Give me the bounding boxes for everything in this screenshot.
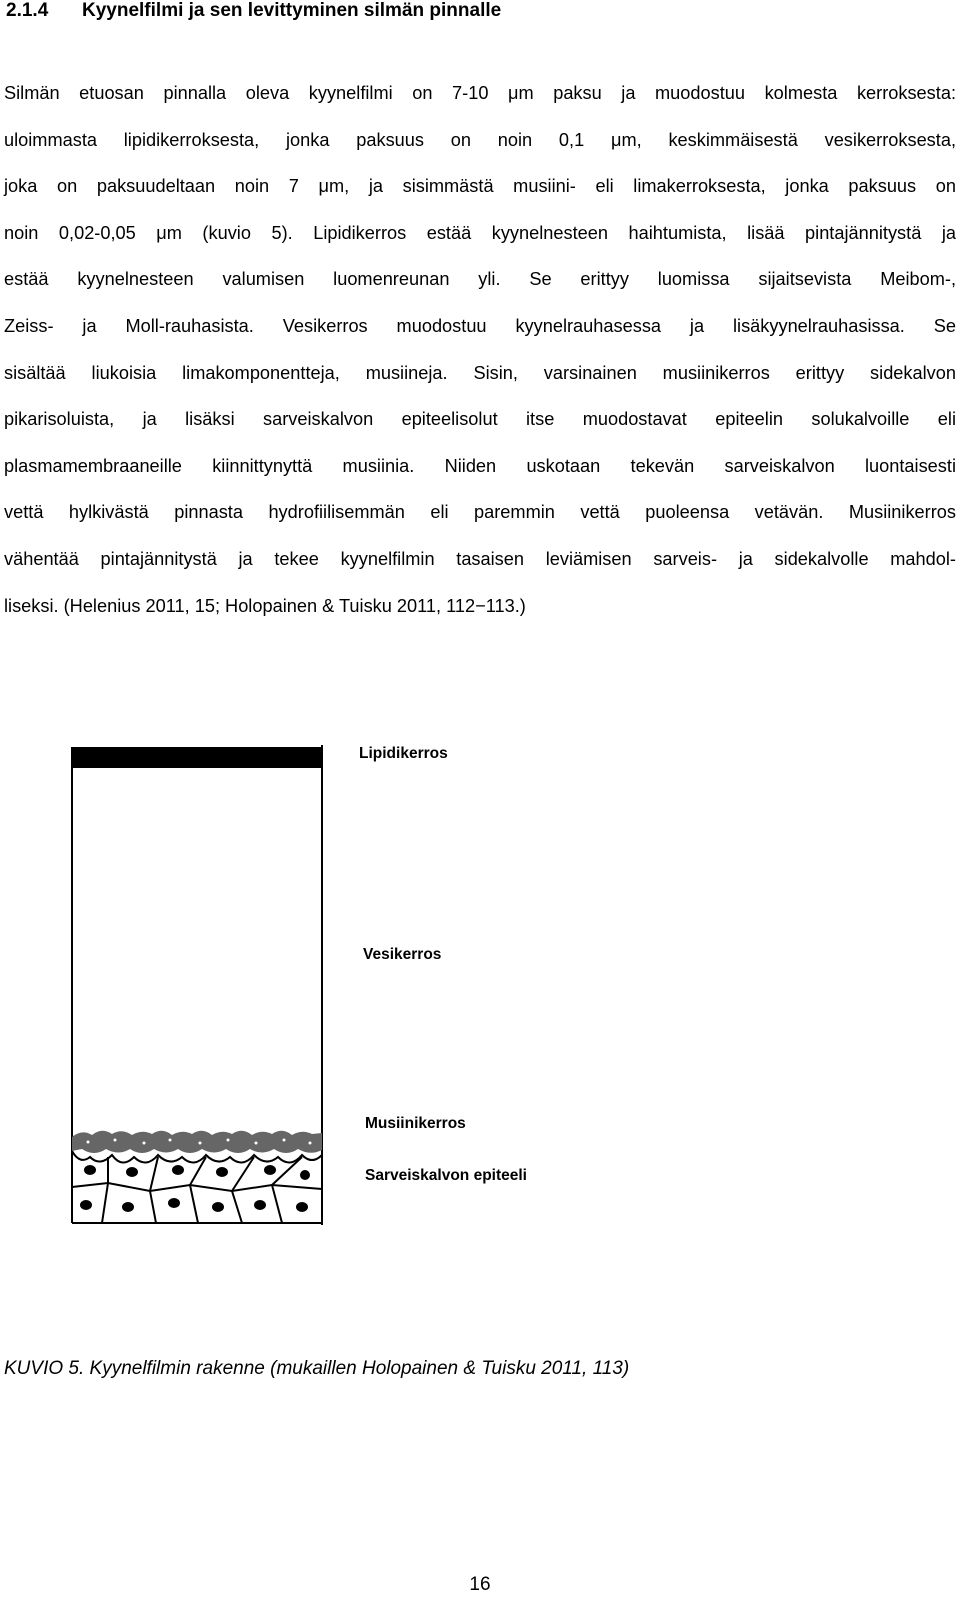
lipid-layer <box>71 747 323 768</box>
paragraph-line: sisältää liukoisia limakomponentteja, musiineja. Sisin, varsinainen musiinikerros erittyy sidekalvon <box>4 362 956 383</box>
body-paragraph <box>4 70 956 629</box>
section-heading <box>6 0 501 22</box>
section-title: Kyynelfilmi ja sen levittyminen silmän pinnalle <box>82 0 502 21</box>
paragraph-line: pikarisoluista, ja lisäksi sarveiskalvon epiteelisolut itse muodostavat epiteelin solukalvoille eli <box>4 409 956 430</box>
paragraph-line: joka on paksuudeltaan noin 7 μm, ja sisimmästä musiini- eli limakerroksesta, jonka paksuus on <box>4 176 956 197</box>
epithelium-cells <box>72 1151 322 1223</box>
label-water-layer: Vesikerros <box>363 946 442 963</box>
paragraph-line: Zeiss- ja Moll-rauhasista. Vesikerros muodostuu kyynelrauhasessa ja lisäkyynelrauhasissa. Se <box>4 315 956 336</box>
paragraph-line: plasmamembraaneille kiinnittynyttä musiinia. Niiden uskotaan tekevän sarveiskalvon luontaisesti <box>4 455 956 476</box>
paragraph-line: estää kyynelnesteen valumisen luomenreunan yli. Se erittyy luomissa sijaitsevista Meibom-, <box>4 269 956 290</box>
paragraph-line: liseksi. (Helenius 2011, 15; Holopainen & Tuisku 2011, 112−113.) <box>4 595 526 616</box>
page-number: 16 <box>469 1574 491 1595</box>
label-mucin-layer: Musiinikerros <box>365 1115 466 1132</box>
paragraph-line: Silmän etuosan pinnalla oleva kyynelfilmi on 7-10 μm paksu ja muodostuu kolmesta kerroksesta: <box>4 83 956 103</box>
tear-film-figure <box>60 745 580 1265</box>
paragraph-line: vettä hylkivästä pinnasta hydrofiilisemmän eli paremmin vettä puoleensa vetävän. Musiinikerros <box>4 502 956 523</box>
tear-film-diagram <box>60 745 580 1265</box>
mucin-layer <box>72 1131 322 1153</box>
label-epithelium: Sarveiskalvon epiteeli <box>365 1167 527 1184</box>
paragraph-line: uloimmasta lipidikerroksesta, jonka paksuus on noin 0,1 μm, keskimmäisestä vesikerroksesta, <box>4 129 956 150</box>
section-number: 2.1.4 <box>6 0 49 21</box>
paragraph-line: vähentää pintajännitystä ja tekee kyynelfilmin tasaisen leviämisen sarveis- ja sidekalvolle mahdol- <box>4 548 956 569</box>
film-frame <box>72 745 322 1225</box>
paragraph-line: noin 0,02-0,05 μm (kuvio 5). Lipidikerros estää kyynelnesteen haihtumista, lisää pintajännitystä ja <box>4 222 956 243</box>
label-lipid-layer: Lipidikerros <box>359 745 448 762</box>
figure-caption: KUVIO 5. Kyynelfilmin rakenne (mukaillen Holopainen & Tuisku 2011, 113) <box>4 1358 630 1379</box>
